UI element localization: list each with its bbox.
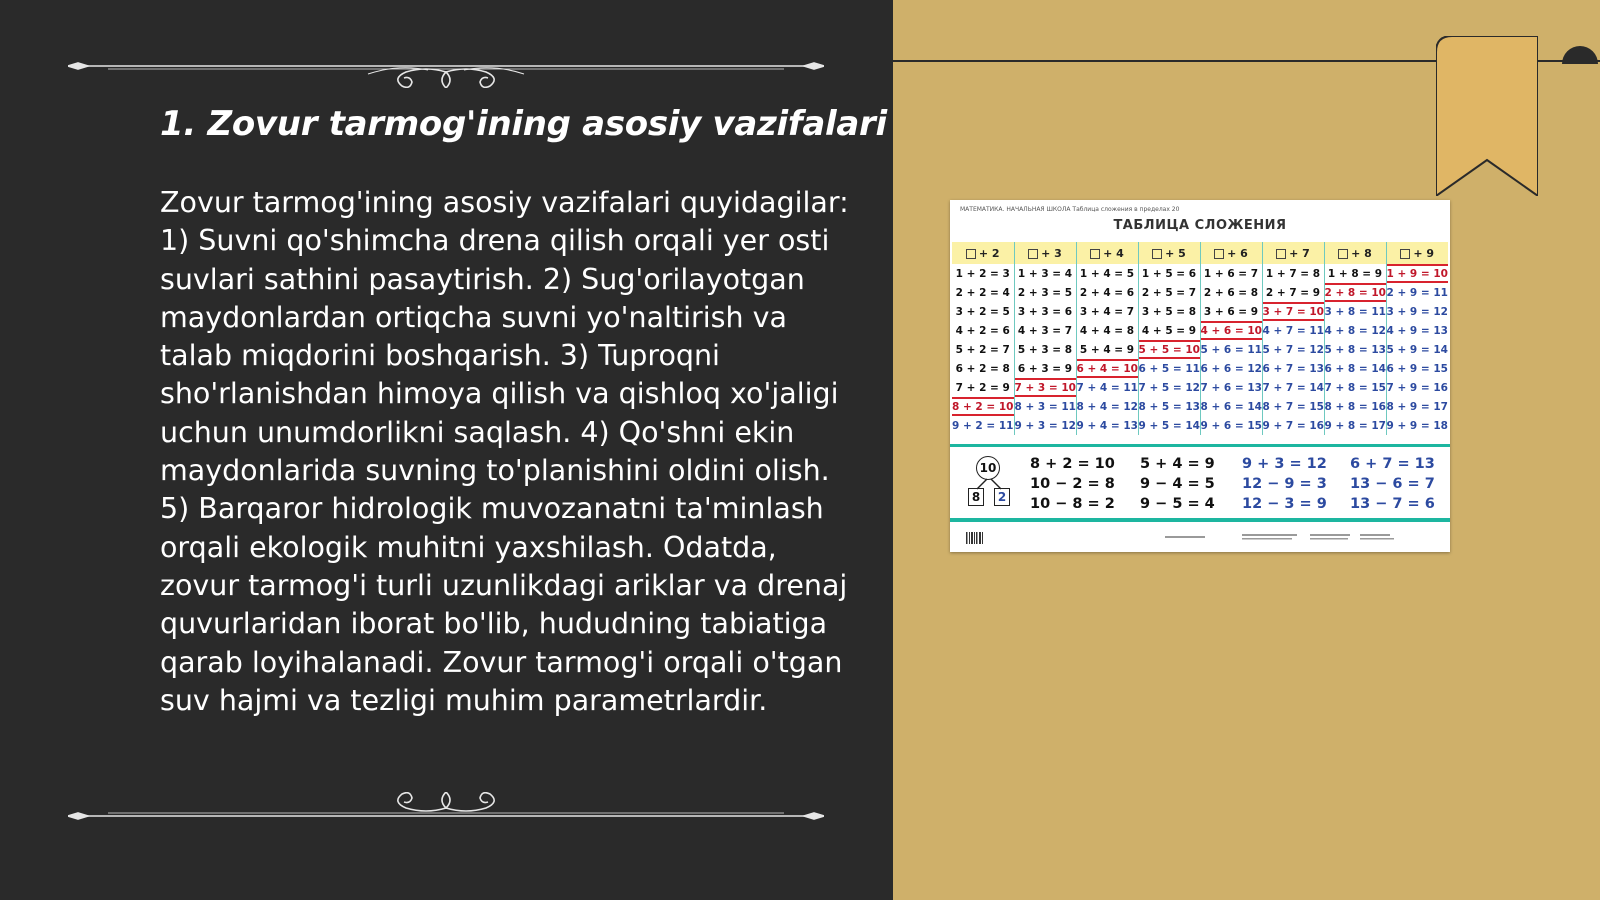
- table-cell: 5 + 9 = 14: [1386, 340, 1448, 359]
- table-cell: 8 + 8 = 16: [1324, 397, 1386, 416]
- table-cell: 1 + 5 = 6: [1138, 264, 1200, 283]
- table-row: [952, 397, 1448, 416]
- blank-box-icon: [1028, 249, 1038, 259]
- table-cell: 6 + 8 = 14: [1324, 359, 1386, 378]
- table-cell: 7 + 9 = 16: [1386, 378, 1448, 397]
- table-cell: 3 + 5 = 8: [1138, 302, 1200, 321]
- table-cell: 9 + 8 = 17: [1324, 416, 1386, 435]
- teal-divider: [950, 444, 1450, 447]
- table-cell: 2 + 8 = 10: [1324, 283, 1386, 302]
- table-cell: 6 + 9 = 15: [1386, 359, 1448, 378]
- table-cell: 1 + 9 = 10: [1386, 264, 1448, 283]
- table-cell: 4 + 3 = 7: [1014, 321, 1076, 340]
- table-cell: 2 + 4 = 6: [1076, 283, 1138, 302]
- table-cell: 9 + 4 = 13: [1076, 416, 1138, 435]
- table-cell: 6 + 7 = 13: [1262, 359, 1324, 378]
- table-cell: 7 + 7 = 14: [1262, 378, 1324, 397]
- table-cell: 9 + 6 = 15: [1200, 416, 1262, 435]
- table-cell: 1 + 7 = 8: [1262, 264, 1324, 283]
- table-header: [952, 242, 1014, 264]
- table-cell: 6 + 4 = 10: [1076, 359, 1138, 378]
- table-cell: 2 + 7 = 9: [1262, 283, 1324, 302]
- table-cell: 1 + 8 = 9: [1324, 264, 1386, 283]
- blank-box-icon: [1214, 249, 1224, 259]
- table-row: [952, 359, 1448, 378]
- table-cell: 7 + 5 = 12: [1138, 378, 1200, 397]
- table-cell: 5 + 7 = 12: [1262, 340, 1324, 359]
- table-row: [952, 302, 1448, 321]
- table-cell: 5 + 6 = 11: [1200, 340, 1262, 359]
- table-cell: 8 + 4 = 12: [1076, 397, 1138, 416]
- table-cell: 4 + 2 = 6: [955, 324, 1010, 337]
- table-cell: 4 + 4 = 8: [1076, 321, 1138, 340]
- header-label: + 6: [1227, 246, 1248, 260]
- table-cell: 9 + 5 = 14: [1138, 416, 1200, 435]
- table-cell: 4 + 9 = 13: [1386, 321, 1448, 340]
- table-cell: 9 + 3 = 12: [1014, 416, 1076, 435]
- table-header: [1386, 242, 1448, 264]
- poster-meta: МАТЕМАТИКА. НАЧАЛЬНАЯ ШКОЛА Таблица сложения в пределах 20: [960, 206, 1180, 213]
- table-cell: 2 + 2 = 4: [955, 286, 1010, 299]
- bottom-ornament: [68, 792, 824, 836]
- table-cell: 9 + 9 = 18: [1386, 416, 1448, 435]
- table-row: [952, 264, 1448, 283]
- table-row: [952, 378, 1448, 397]
- table-row: [952, 340, 1448, 359]
- header-label: + 2: [978, 246, 1000, 260]
- table-cell: 7 + 2 = 9: [955, 381, 1010, 394]
- table-cell: 3 + 2 = 5: [955, 305, 1010, 318]
- table-cell: 5 + 4 = 9: [1076, 340, 1138, 359]
- table-row: [952, 283, 1448, 302]
- number-whole: 10: [976, 456, 1000, 480]
- equation-group: [1242, 454, 1327, 514]
- equation: 9 − 4 = 5: [1140, 476, 1215, 492]
- table-cell: 2 + 9 = 11: [1386, 283, 1448, 302]
- table-cell: 4 + 7 = 11: [1262, 321, 1324, 340]
- table-cell: 8 + 2 = 10: [952, 397, 1014, 416]
- table-cell: 4 + 8 = 12: [1324, 321, 1386, 340]
- table-cell: 7 + 6 = 13: [1200, 378, 1262, 397]
- table-cell: 1 + 6 = 7: [1200, 264, 1262, 283]
- table-cell: 1 + 3 = 4: [1014, 264, 1076, 283]
- table-cell: 6 + 2 = 8: [955, 362, 1010, 375]
- corner-shape: [1560, 36, 1600, 66]
- header-label: + 7: [1289, 246, 1310, 260]
- table-cell: 9 + 7 = 16: [1262, 416, 1324, 435]
- blank-box-icon: [1400, 249, 1410, 259]
- table-cell: 8 + 3 = 11: [1014, 397, 1076, 416]
- table-header: [1076, 242, 1138, 264]
- table-header: [1324, 242, 1386, 264]
- table-cell: 3 + 7 = 10: [1262, 302, 1324, 321]
- slide-title: 1. Zovur tarmog'ining asosiy vazifalari: [160, 104, 887, 144]
- blank-box-icon: [1276, 249, 1286, 259]
- blank-box-icon: [1090, 249, 1100, 259]
- table-cell: 2 + 6 = 8: [1200, 283, 1262, 302]
- table-cell: 4 + 5 = 9: [1138, 321, 1200, 340]
- table-header: [1200, 242, 1262, 264]
- table-cell: 2 + 3 = 5: [1014, 283, 1076, 302]
- table-cell: 8 + 6 = 14: [1200, 397, 1262, 416]
- equation-group: [1350, 454, 1435, 514]
- poster-title: ТАБЛИЦА СЛОЖЕНИЯ: [1113, 218, 1287, 233]
- teal-footer-bar: [950, 518, 1450, 522]
- blank-box-icon: [1152, 249, 1162, 259]
- header-label: + 5: [1165, 246, 1186, 260]
- header-label: + 3: [1041, 246, 1062, 260]
- equation-group: [1030, 454, 1115, 514]
- header-label: + 4: [1103, 246, 1124, 260]
- table-row: [952, 416, 1448, 435]
- table-cell: 5 + 3 = 8: [1014, 340, 1076, 359]
- table-cell: 3 + 6 = 9: [1200, 302, 1262, 321]
- top-ornament: [68, 44, 824, 88]
- table-cell: 6 + 5 = 11: [1138, 359, 1200, 378]
- equation: 13 − 7 = 6: [1350, 496, 1435, 512]
- table-cell: 8 + 7 = 15: [1262, 397, 1324, 416]
- table-header: [1138, 242, 1200, 264]
- equation: 9 − 5 = 4: [1140, 496, 1215, 512]
- table-cell: 6 + 3 = 9: [1014, 359, 1076, 378]
- header-label: + 9: [1413, 246, 1435, 260]
- table-cell: 4 + 6 = 10: [1200, 321, 1262, 340]
- blank-box-icon: [1338, 249, 1348, 259]
- table-cell: 8 + 5 = 13: [1138, 397, 1200, 416]
- table-cell: 5 + 8 = 13: [1324, 340, 1386, 359]
- equation: 6 + 7 = 13: [1350, 456, 1435, 472]
- table-cell: 7 + 3 = 10: [1014, 378, 1076, 397]
- table-cell: 5 + 2 = 7: [955, 343, 1010, 356]
- table-cell: 3 + 4 = 7: [1076, 302, 1138, 321]
- table-cell: 3 + 8 = 11: [1324, 302, 1386, 321]
- table-header: [1014, 242, 1076, 264]
- equation: 10 − 2 = 8: [1030, 476, 1115, 492]
- table-cell: 7 + 8 = 15: [1324, 378, 1386, 397]
- table-cell: 1 + 4 = 5: [1076, 264, 1138, 283]
- equation: 12 − 3 = 9: [1242, 496, 1327, 512]
- table-cell: 1 + 2 = 3: [955, 267, 1010, 280]
- header-label: + 8: [1351, 246, 1372, 260]
- number-part-b: 2: [994, 488, 1010, 506]
- table-cell: 5 + 5 = 10: [1138, 340, 1200, 359]
- table-header: [1262, 242, 1324, 264]
- equation: 9 + 3 = 12: [1242, 456, 1327, 472]
- table-cell: 6 + 6 = 12: [1200, 359, 1262, 378]
- addition-table: [952, 242, 1448, 435]
- poster-footer: [950, 526, 1450, 550]
- table-cell: 7 + 4 = 11: [1076, 378, 1138, 397]
- equation: 13 − 6 = 7: [1350, 476, 1435, 492]
- table-row: [952, 321, 1448, 340]
- bookmark-ribbon: [1436, 36, 1538, 196]
- number-part-a: 8: [968, 488, 984, 506]
- equation: 8 + 2 = 10: [1030, 456, 1115, 472]
- table-cell: 3 + 3 = 6: [1014, 302, 1076, 321]
- table-cell: 3 + 9 = 12: [1386, 302, 1448, 321]
- equation: 12 − 9 = 3: [1242, 476, 1327, 492]
- slide-body-text: Zovur tarmog'ining asosiy vazifalari quyidagilar: 1) Suvni qo'shimcha drena qilish orqali yer osti suvlari sathini pasaytirish. 2) Sug'orilayotgan maydonlardan ortiqcha suvni yo'naltirish va talab miqdorini boshqarish. 3) Tuproqni sho'rlanishdan himoya qilish va qishloq xo'jaligi uchun unumdorlikni saqlash. 4) Qo'shni ekin maydonlarida suvning to'planishini oldini olish. 5) Barqaror hidrologik muvozanatni ta'minlash orqali ekologik muhitni yaxshilash. Odatda, zovur tarmog'i turli uzunlikdagi ariklar va drenaj quvurlaridan iborat bo'lib, hududning tabiatiga qarab loyihalanadi. Zovur tarmog'i orqali o'tgan suv hajmi va tezligi muhim parametrlardir.: [160, 186, 849, 717]
- equation-group: [1140, 454, 1215, 514]
- table-cell: 9 + 2 = 11: [952, 419, 1014, 432]
- addition-table-poster: [950, 200, 1450, 552]
- table-cell: 2 + 5 = 7: [1138, 283, 1200, 302]
- table-cell: 8 + 9 = 17: [1386, 397, 1448, 416]
- blank-box-icon: [966, 249, 976, 259]
- poster-equations: [950, 448, 1450, 518]
- equation: 10 − 8 = 2: [1030, 496, 1115, 512]
- equation: 5 + 4 = 9: [1140, 456, 1215, 472]
